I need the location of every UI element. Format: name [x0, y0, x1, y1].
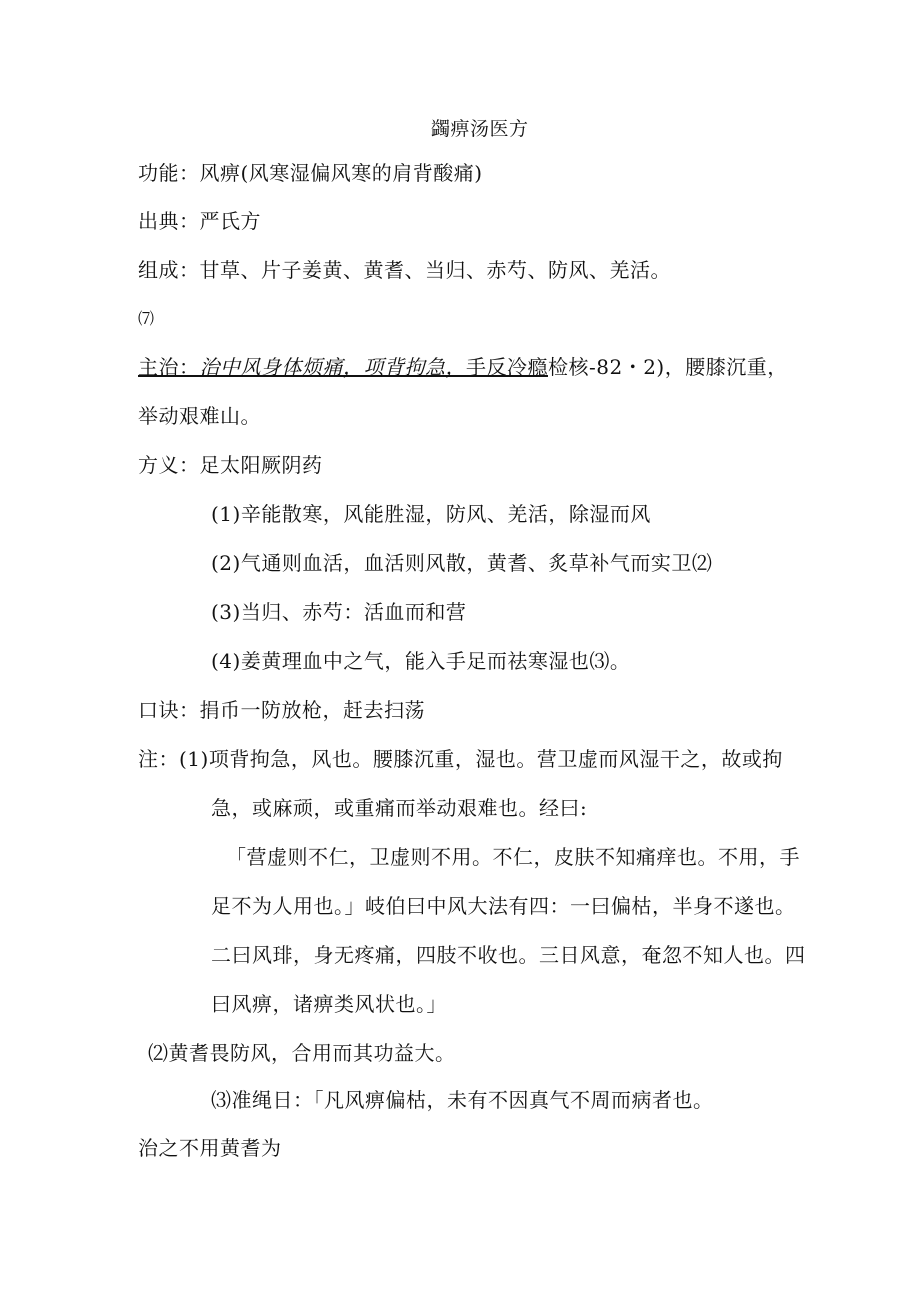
- indication-line: [138, 353, 788, 381]
- final-line: 治之不用黄耆为: [138, 1136, 282, 1160]
- quote-line-2: 足不为人用也。」岐伯曰中风大法有四：一曰偏枯，半身不遂也。: [211, 894, 796, 918]
- quote-line-3: 二曰风琲，身无疼痛，四肢不收也。三日风意，奄忽不知人也。四: [211, 943, 806, 967]
- note-2: ⑵黄耆畏防风，合用而其功益大。: [148, 1041, 456, 1065]
- notes-line-1: 注：(1)项背拘急，风也。腰膝沉重，湿也。营卫虚而风湿干之，故或拘: [138, 747, 783, 771]
- indication-continuation: 举动艰难山。: [138, 404, 261, 428]
- composition-line: 组成：甘草、片子姜黄、黄耆、当归、赤芍、防风、羌活。: [138, 258, 671, 282]
- indication-label: 主治：: [138, 355, 200, 379]
- function-line: 功能：风痹(风寒湿偏风寒的肩背酸痛): [138, 161, 483, 185]
- note-marker: ⑺: [138, 309, 155, 328]
- method-item-2: (2)气通则血活，血活则风散，黄耆、炙草补气而实卫⑵: [211, 551, 713, 575]
- indication-rest: 检核-82・2)，腰膝沉重，: [548, 355, 788, 379]
- indication-underlined: 手反冷瘾: [466, 355, 548, 379]
- notes-line-2: 急，或麻顽，或重痛而举动艰难也。经曰:: [211, 796, 588, 820]
- method-line: 方义：足太阳厥阴药: [138, 453, 323, 477]
- quote-line-1: 「营虚则不仁，卫虚则不用。不仁，皮肤不知痛痒也。不用，手: [226, 845, 800, 869]
- method-item-4: (4)姜黄理血中之气，能入手足而祛寒湿也⑶。: [211, 649, 631, 673]
- method-item-3: (3)当归、赤芍：活血而和营: [211, 600, 467, 624]
- source-line: 出典：严氏方: [138, 209, 261, 233]
- note-3: ⑶准绳日：「凡风痹偏枯，未有不因真气不周而病者也。: [211, 1088, 714, 1112]
- method-item-1: (1)辛能散寒，风能胜湿，防风、羌活，除湿而风: [211, 502, 651, 526]
- mnemonic-line: 口诀：捐币一防放枪，赶去扫荡: [138, 698, 425, 722]
- quote-line-4: 曰风痹，诸痹类风状也。」: [211, 992, 447, 1016]
- indication-italic: 治中风身体烦痛，项背拘急，: [199, 355, 466, 379]
- document-title: 蠲痹汤医方: [431, 118, 529, 140]
